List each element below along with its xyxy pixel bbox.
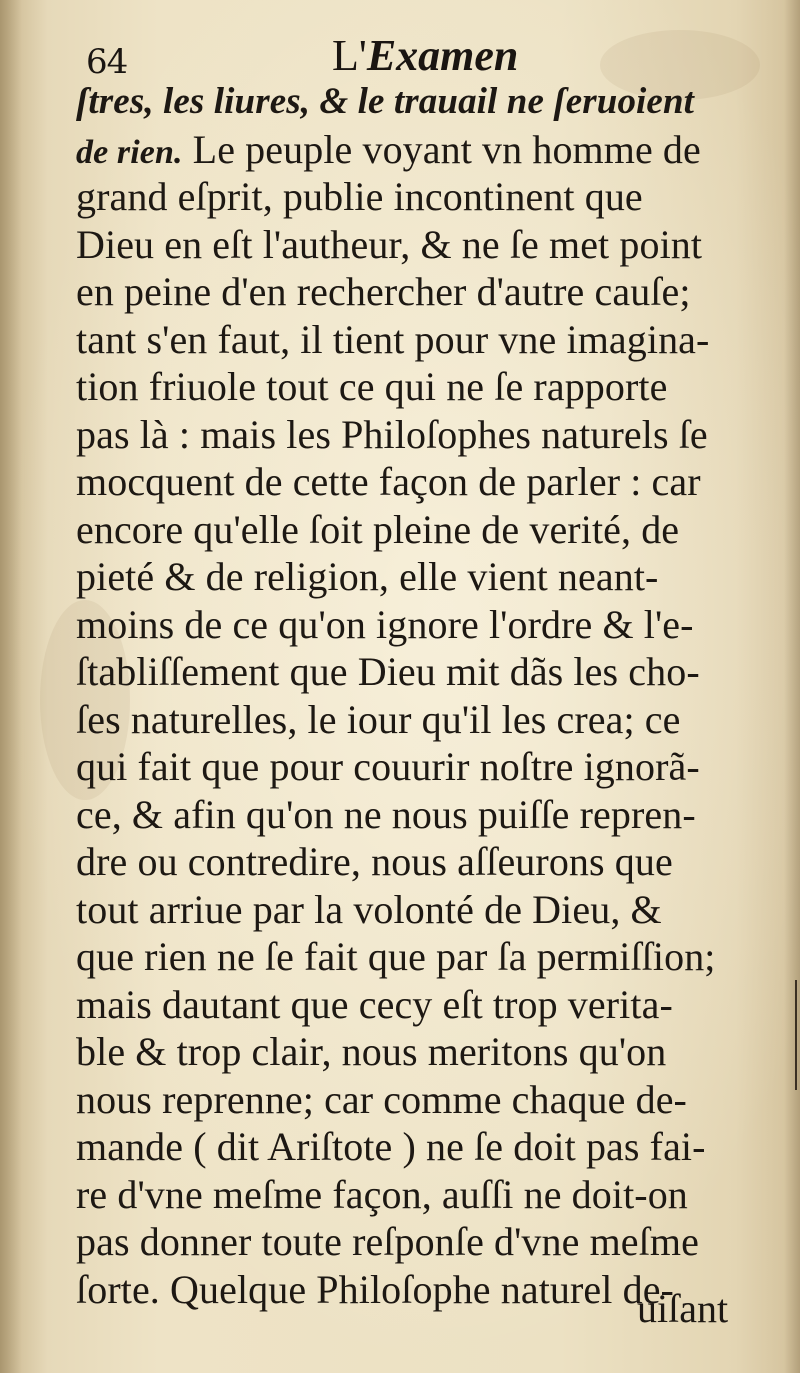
text-line-pre: moins de ce qu'on ignore l'ordre & l'e-	[76, 601, 694, 647]
catchword: uiſant	[637, 1286, 729, 1331]
text-line-pre: ſorte. Quelque Philoſophe naturel de-	[76, 1266, 674, 1312]
text-line	[76, 363, 748, 411]
text-line	[76, 1171, 748, 1219]
text-line-pre: mocquent de cette façon de parler : car	[76, 459, 701, 504]
text-line-pre: ſtabliſſement que Dieu mit dãs les cho-	[76, 649, 700, 694]
page-number: 64	[86, 42, 128, 82]
text-line	[76, 933, 748, 981]
text-line	[76, 981, 748, 1029]
text-line-pre: tout arriue par la volonté de Dieu, &	[76, 886, 662, 932]
text-line-pre: re d'vne meſme façon, auſſi ne doit-on	[76, 1171, 688, 1217]
text-line	[76, 1076, 748, 1124]
text-line-pre: nous reprenne; car comme chaque de-	[76, 1076, 687, 1122]
running-head-prefix: L'	[332, 31, 367, 80]
page-header	[0, 20, 800, 80]
text-line-it: de rien.	[76, 133, 183, 171]
text-line-pre: pieté & de religion, elle vient neant-	[76, 554, 659, 599]
text-line	[76, 1028, 748, 1076]
text-line-pre: ble & trop clair, nous meritons qu'on	[76, 1029, 667, 1074]
text-line	[76, 173, 748, 221]
text-line-pre: tion friuole tout ce qui ne ſe rapporte	[76, 364, 668, 409]
text-line-pre: pas là : mais les Philoſophes naturels ſe	[76, 411, 708, 457]
text-line-pre: qui fait que pour couurir noſtre ignorã-	[76, 744, 700, 789]
page-edge-mark	[795, 980, 797, 1090]
text-line-pre: ſes naturelles, le iour qu'il les crea; ce	[76, 696, 681, 742]
text-line-pre: que rien ne ſe fait que par ſa permiſſion;	[76, 934, 716, 979]
text-line	[76, 696, 748, 744]
text-line	[76, 886, 748, 934]
text-line-pre: pas donner toute reſponſe d'vne meſme	[76, 1219, 699, 1264]
text-line	[76, 791, 748, 839]
text-line	[76, 506, 748, 554]
text-line-pre: mande ( dit Ariſtote ) ne ſe doit pas fai-	[76, 1124, 706, 1169]
running-head-title: Examen	[366, 31, 519, 80]
text-line-pre: Dieu en eſt l'autheur, & ne ſe met point	[76, 221, 703, 267]
text-line	[76, 411, 748, 459]
text-line-pre: dre ou contredire, nous aſſeurons que	[76, 839, 673, 884]
text-line	[76, 648, 748, 696]
gutter-shadow	[0, 0, 22, 1373]
text-line	[76, 1218, 748, 1266]
text-line-it: ſtres, les liures, & le trauail ne ſeruoient	[76, 81, 695, 122]
text-line-pre: mais dautant que cecy eſt trop verita-	[76, 981, 673, 1027]
text-line-pre: en peine d'en rechercher d'autre cauſe;	[76, 269, 691, 314]
text-line	[76, 126, 748, 174]
text-line	[76, 601, 748, 649]
text-line	[76, 553, 748, 601]
text-line-pre: ce, & afin qu'on ne nous puiſſe repren-	[76, 791, 696, 837]
text-line	[76, 458, 748, 506]
text-line-post: Le peuple voyant vn homme de	[182, 126, 701, 172]
text-line	[76, 268, 748, 316]
text-line	[76, 1123, 748, 1171]
text-line	[76, 838, 748, 886]
text-line-pre: encore qu'elle ſoit pleine de verité, de	[76, 506, 680, 552]
body-text	[76, 78, 748, 1313]
text-line	[76, 743, 748, 791]
page-edge-shadow	[784, 0, 800, 1373]
text-line	[76, 221, 748, 269]
text-line-pre: tant s'en faut, il tient pour vne imagina-	[76, 316, 710, 362]
text-line	[76, 78, 748, 126]
running-head	[332, 30, 518, 81]
text-line	[76, 316, 748, 364]
text-line-pre: grand eſprit, publie incontinent que	[76, 174, 643, 219]
